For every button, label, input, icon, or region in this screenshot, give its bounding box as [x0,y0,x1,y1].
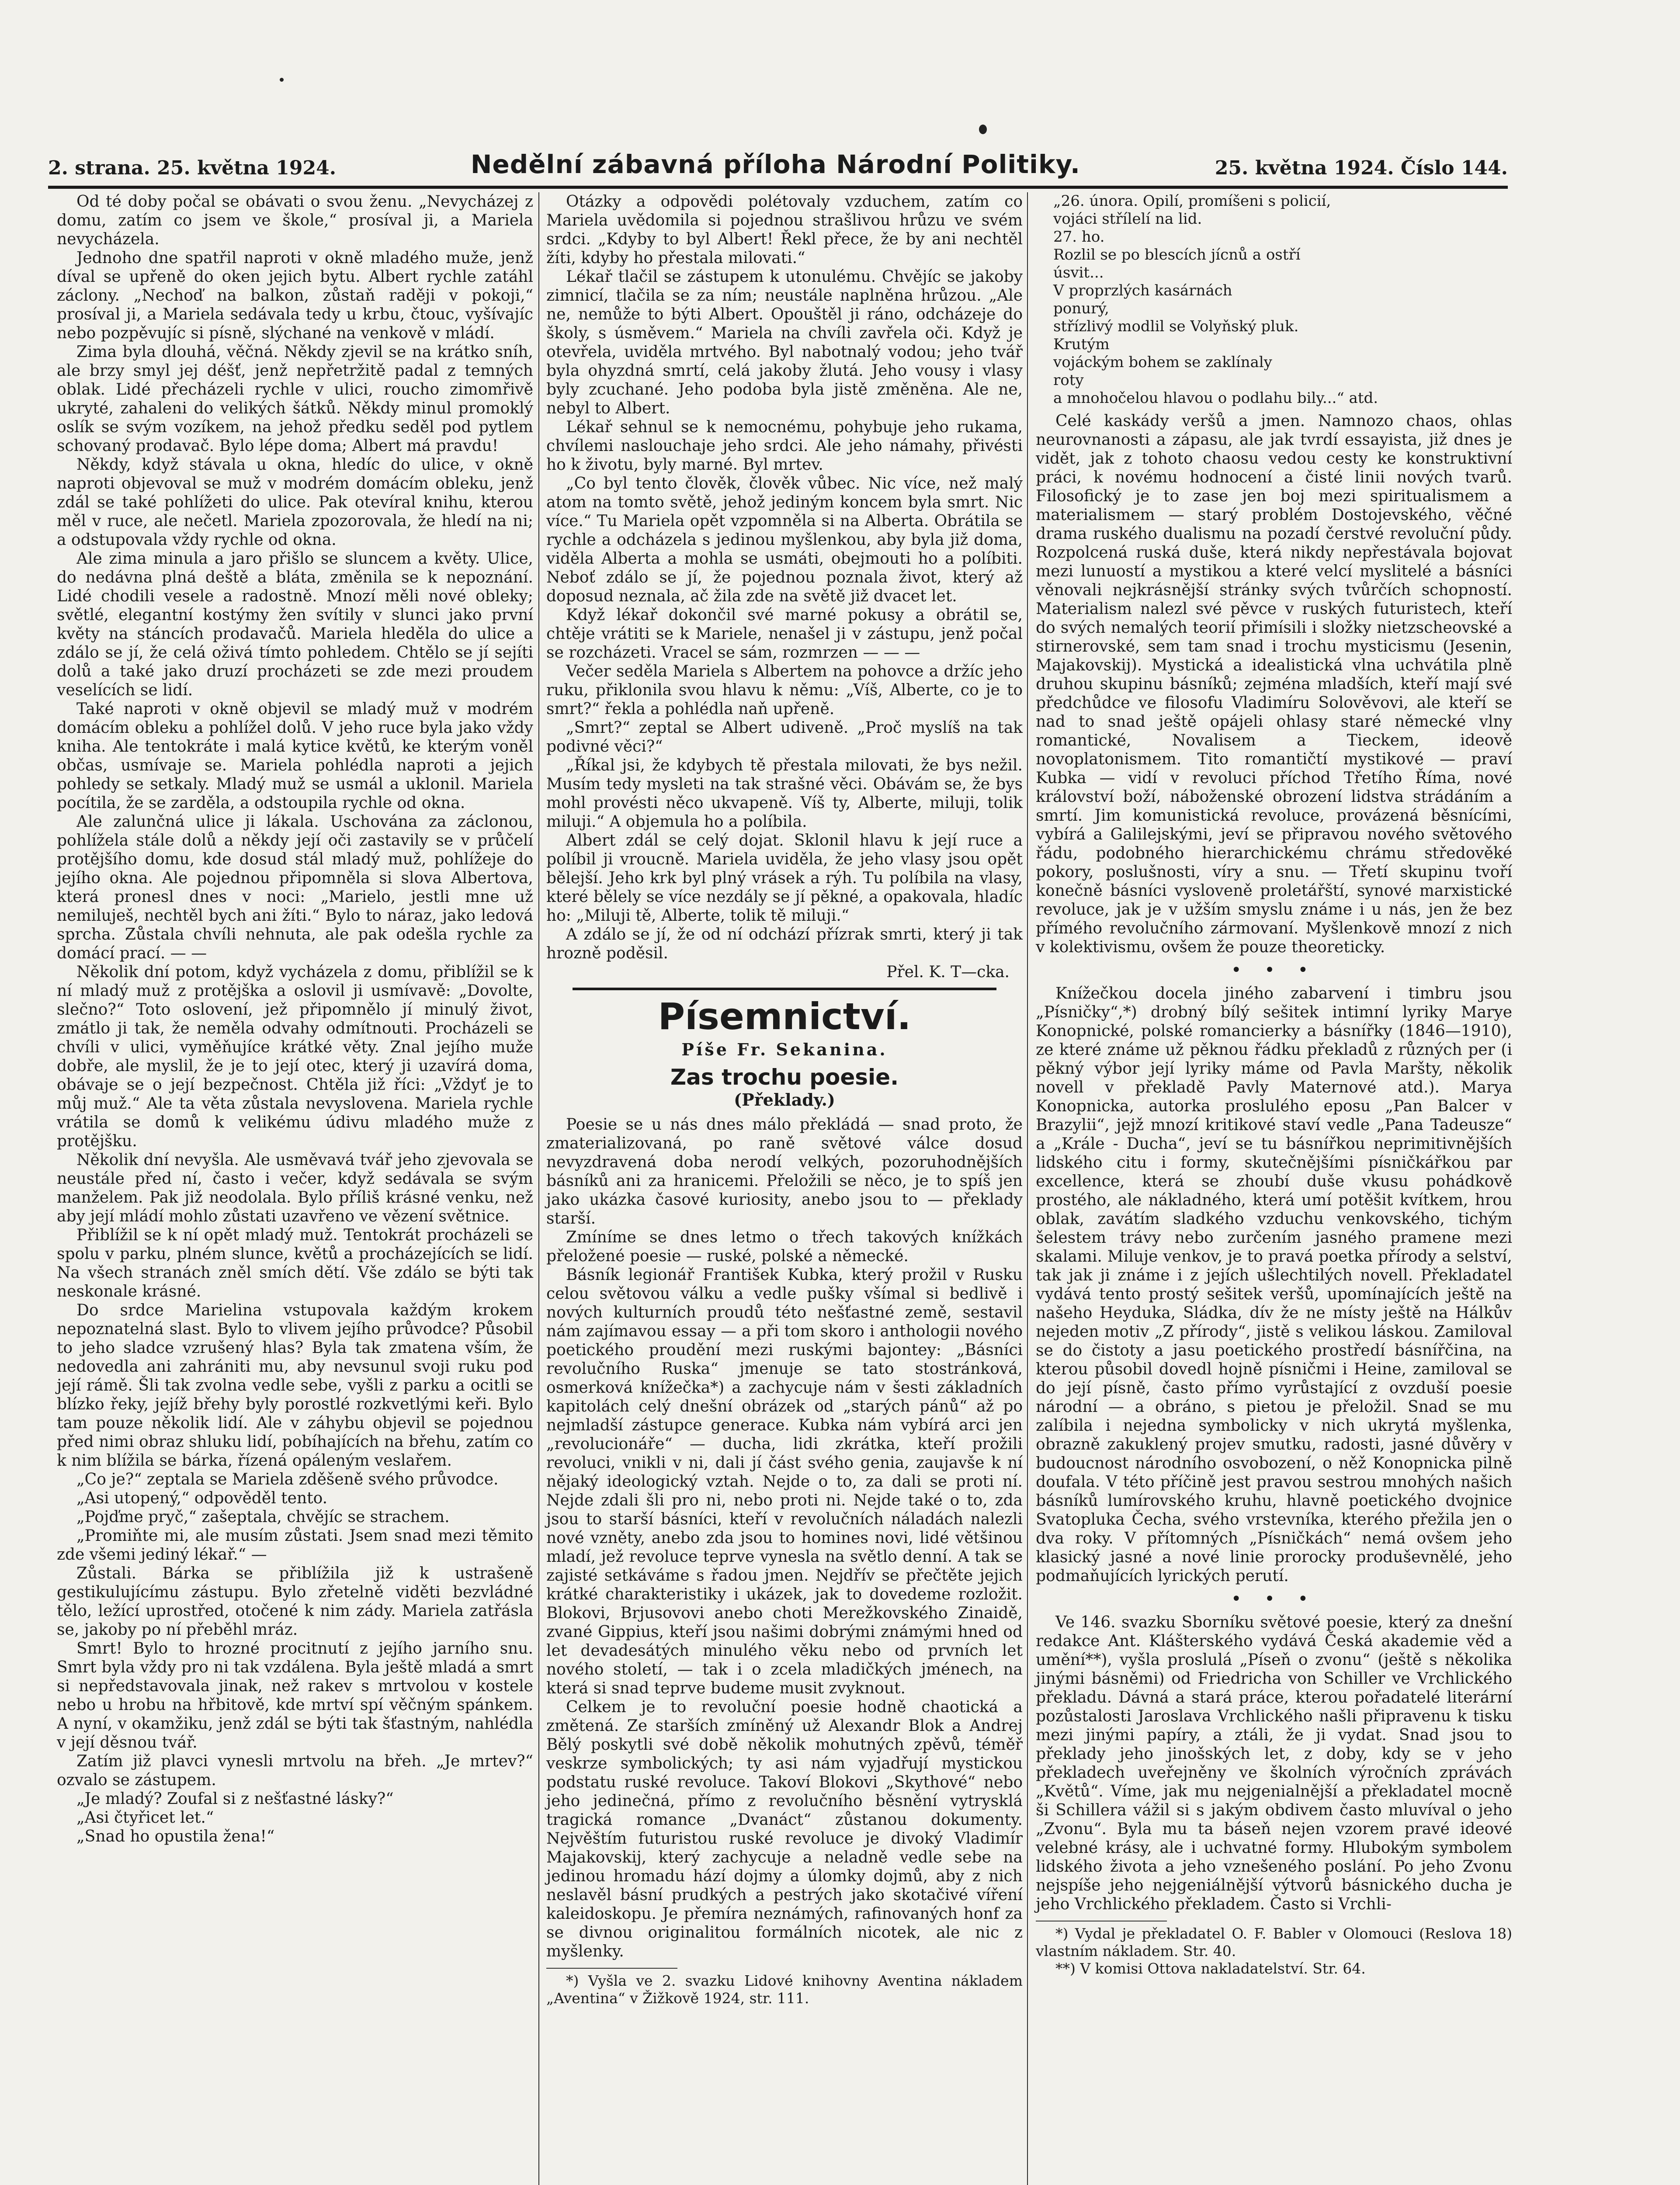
paragraph: „Je mladý? Zoufal si z nešťastné lásky?“ [76,1790,394,1808]
paragraph: „Smrt?“ zeptal se Albert udiveně. „Proč myslíš na tak podivné věci?“ [546,719,1023,756]
article-subtitle: (Překlady.) [734,1090,835,1110]
paragraph: Když lékař dokončil své marné pokusy a obrátil se, chtěje vrátiti se k Mariele, nenašel ji v zástupu, jenž počal se rozcházeti. Vracel se sám, rozmrzen — — — [546,606,1023,662]
section-title: Písemnictví. [658,995,911,1038]
section-separator: • • • [1231,960,1317,980]
paragraph: Lékař sehnul se k nemocnému, pohybuje jeho rukama, chvílemi naslouchaje jeho srdci. Ale jeho námahy, přivésti ho k životu, byly marné. Byl mrtev. [546,418,1023,474]
column-2 [546,192,1023,2007]
paragraph: Ale zima minula a jaro přišlo se sluncem a květy. Ulice, do nedávna plná deště a bláta, změnila se k nepoznání. Lidé chodili vesele a radostně. Mnozí měli nové obleky; světlé, elegantní kostýmy žen svítily v slunci jako první květy na stáncích prodavačů. Mariela hleděla do ulice a zdálo se jí, že celá oživá tímto pohledem. Chtělo se jí sejíti dolů a také jako druzí procházeti se zde mezi proudem veselících se lidí. [57,550,533,699]
paragraph: „Promiňte mi, ale musím zůstati. Jsem snad mezi těmito zde všemi jediný lékař.“ — [57,1527,533,1564]
article-body [546,1115,1023,1961]
paragraph: Několik dní potom, když vycházela z domu, přiblížil se k ní mladý muž z protějška a oslovil ji usmívavě: „Dovolte, slečno?“ Toto oslovení, jež připomnělo jí minulý život, zmátlo ji tak, že neměla odvahy odmítnouti. Procházeli se chvíli v ulici, vyměňujíce krátké věty. Znal jejího muže dobře, ale myslil, že je to její otec, který ji uzavírá doma, obávaje se o její bezpečnost. Chtěla již říci: „Vždyť je to můj muž.“ Ale ta věta zůstala nevyslovena. Mariela rychle vrátila se domů k velikému údivu mladého muže z protějšku. [57,963,533,1150]
column-divider [1027,192,1028,2185]
paragraph: Celkem je to revoluční poesie hodně chaotická a změtená. Ze starších zmíněný už Alexandr Blok a Andrej Bělý poskytli své době několik mohutných zpěvů, téměř veskrze symbolických; ty asi nám vyjadřují mystickou podstatu ruské revoluce. Takoví Blokovi „Skythové“ nebo jeho jedinečná, přímo z revolučního běsnění vytrysklá tragická romance „Dvanáct“ zůstanou dokumenty. Nejvěštím futuristou ruské revoluce je divoký Vladimír Majakovskij, který zachycuje a neladně vedle sebe na jedinou hromadu hází dojmy a úlomky dojmů, aby z nich neslavěl básní prudkých a pestrých jako skotačivé víření kaleidoskopu. Je přemíra neznámých, rafinovaných honf za se divnou originalitou formálních nicotek, ale nic z myšlenky. [546,1698,1023,1960]
scan-speck [280,78,284,82]
section-rule [573,988,996,990]
poem-line: ponurý, [1053,300,1109,317]
column-3 [1036,192,1512,1977]
footnote-rule [546,1968,677,1969]
footnote: **) V komisi Ottova nakladatelství. Str. 64. [1055,1960,1366,1977]
article-body-continued [1036,412,1512,1914]
paragraph: Večer seděla Mariela s Albertem na pohovce a držíc jeho ruku, přiklonila svou hlavu k němu: „Víš, Alberte, co je to smrt?“ řekla a pohlédla naň upřeně. [546,662,1023,718]
paragraph: „Asi utopený,“ odpověděl tento. [76,1489,328,1507]
paragraph: „Asi čtyřicet let.“ [76,1809,214,1827]
paragraph: „Co byl tento člověk, člověk vůbec. Nic více, než malý atom na tomto světě, jehož jediným koncem byla smrt. Nic více.“ Tu Mariela opět vzpomněla si na Alberta. Obrátila se rychle a odcházela s jedinou myšlenkou, aby byla již doma, viděla Alberta a mohla se usmáti, obejmouti ho a políbiti. Neboť zdálo se jí, že pojednou poznala život, který až doposud neznala, ač žila zde na světě již dvacet let. [546,475,1023,605]
article-title: Zas trochu poesie. [670,1065,899,1090]
section-author: Píše Fr. Sekanina. [681,1040,888,1059]
poem-line: Krutým [1053,336,1110,353]
footnote: *) Vyšla ve 2. svazku Lidové knihovny Aventina nákladem „Aventina“ v Žižkově 1924, str. 111. [546,1972,1023,2007]
paragraph: „Co je?“ zeptala se Mariela zděšeně svého průvodce. [76,1471,499,1488]
poem-line: úsvit... [1053,264,1104,281]
paragraph: Zima byla dlouhá, věčná. Někdy zjevil se na krátko sníh, ale brzy smyl jej déšť, jenž nepřetržitě padal z temných oblak. Lidé přecházeli rychle v ulici, roucho zimomřivě ukryté, zahaleni do velikých šátků. Někdy minul promoklý oslík se svým vozíkem, na jehož předku seděl pod pytlem schovaný prodavač. Bylo lépe doma; Albert má pravdu! [57,343,533,455]
paragraph: Jednoho dne spatřil naproti v okně mladého muže, jenž díval se upřeně do oken jejich bytu. Albert rychle zatáhl záclony. „Nechoď na balkon, zůstaň raději v pokoji,“ prosíval ji, a Mariela sedávala tedy u krbu, čtouc, vyšívajíc nebo pozpěvujíc si písně, slýchané na venkově v mládí. [57,249,533,342]
header-issue: 25. května 1924. Číslo 144. [1215,157,1508,179]
paragraph: Několik dní nevyšla. Ale usměvavá tvář jeho zjevovala se neustále před ní, často i večer, když sedávala se svým manželem. Pak již neodolala. Bylo příliš krásné venku, než aby její mládí mohlo zůstati uzavřeno ve vězení světnice. [57,1151,533,1225]
paragraph: Otázky a odpovědi polétovaly vzduchem, zatím co Mariela uvědomila si pojednou strašlivou hrůzu ve svém srdci. „Kdyby to byl Albert! Řekl přece, že by ani nechtěl žíti, kdyby ho přestala milovati.“ [546,193,1023,267]
paragraph: Básník legionář František Kubka, který prožil v Rusku celou světovou válku a vedle pušky všímal si bedlivě i nových kulturních proudů této nešťastné země, sestavil nám zajímavou essay — a při tom skoro i anthologii nového poetického proudění mezi ruskými bajontey: „Básníci revolučního Ruska“ jmenuje se tato stostránková, osmerková knížečka*) a zachycuje nám v šesti základních kapitolách celý dnešní obrázek od „starých pánů“ až po nejmladší zástupce generace. Kubka nám vybírá arci jen „revolucionáře“ — ducha, lidi zkrátka, kteří prožili revoluci, vnikli v ni, dali jí část svého genia, zaujavše k ní nějaký ideologický vztah. Nejde o to, za dali se proti ní. Nejde zdali šli pro ni, nebo proti ni. Nejde také o to, zda jsou to starší básníci, kteří v revolučních náladách nalezli nové vzněty, anebo zda jsou to homines novi, lidé většinou mladí, jež revoluce teprve vynesla na světlo denní. A tak se zajisté setkáváme s řadou jmen. Nejdřív se přečtěte jejich krátké charakteristiky i ukázek, jak to dovedeme rozložit. Blokovi, Brjusovovi anebo choti Merežkovského Zinaidě, zvané Gippius, kteří jsou našimi dobrými známými hned od let devadesátých minulého věku nebo od prvních let nového století, — tak i o zcela mladičkých jménech, na která si snad teprve budeme musit zvyknout. [546,1266,1023,1697]
section-separator: • • • [1231,1589,1317,1609]
poem-line: 27. ho. [1053,228,1105,246]
paragraph: Někdy, když stávala u okna, hledíc do ulice, v okně naproti objevoval se muž v modrém domácím obleku, jenž zdál se také pohlížeti do ulice. Pak otevíral knihu, kterou měl v ruce, ale nečetl. Mariela zpozorovala, že hledí na ni; a odstupovala vždy rychle od okna. [57,456,533,549]
poem-excerpt [1053,192,1512,407]
paragraph: „Snad ho opustila žena!“ [76,1828,275,1845]
header-masthead: Nedělní zábavná příloha Národní Politiky. [470,149,1080,179]
column-divider [538,192,539,2185]
footnote: *) Vydal je překladatel O. F. Babler v Olomouci (Reslova 18) vlastním nákladem. Str. 40. [1036,1925,1512,1960]
paragraph: Albert zdál se celý dojat. Sklonil hlavu k její ruce a políbil ji vroucně. Mariela uviděla, že jeho vlasy jsou opět bělejší. Jeho krk byl plný vrásek a rýh. Tu políbila na vlasy, které bělely se více nezdály se jí pěkné, a opakovala, hladíc ho: „Miluji tě, Alberte, tolik tě miluji.“ [546,832,1023,925]
paragraph: Zatím již plavci vynesli mrtvolu na břeh. „Je mrtev?“ ozvalo se zástupem. [57,1752,533,1789]
paragraph: Poesie se u nás dnes málo překládá — snad proto, že zmaterializovaná, po raně světové válce dosud nevyzdravená doba nerodí velkých, pozoruhodnějších básníků ani za hranicemi. Přeložili se něco, je to spíš jen jako ukázka časové kuriosity, anebo jsou to — překlady starší. [546,1116,1023,1228]
paragraph: Ve 146. svazku Sborníku světové poesie, který za dnešní redakce Ant. Klášterského vydává Česká akademie věd a umění**), vyšla proslulá „Píseň o zvonu“ (ještě s několika jinými básněmi) od Friedricha von Schiller ve Vrchlického překladu. Dávná a stará práce, kterou pořadatelé literární pozůstalosti Jaroslava Vrchlického našli připravenu k tisku mezi jinými papíry, a ztáli, že ji vydat. Snad jsou to překlady jeho jinošských let, z doby, kdy se v jeho překladech uveřejněny ve školních výročních zprávách „Květů“. Víme, jak mu nejgenialnější a překladatel mocně ši Schillera vážil si s jakým obdivem často mluvíval o jeho „Zvonu“. Byla mu ta báseň nejen vzorem pravé ideové velebné krásy, ale i uchvatné formy. Hlubokým symbolem lidského života a jeho vznešeného poslání. Po jeho Zvonu nejspíše jeho nejgeniálnější výtvorů básnického ducha je jeho Vrchlického překladem. Často si Vrchli- [1036,1613,1512,1913]
paragraph: Ale zalunčná ulice ji lákala. Uschována za záclonou, pohlížela stále dolů a někdy její oči zastavily se v průčelí protějšího domu, kde dosud stál mladý muž, pohlížeje do jejího okna. Ale pojednou připomněla si slova Albertova, která pronesl dnes v noci: „Marielo, jestli mne už nemiluješ, nechtěl bych ani žíti.“ Bylo to náraz, jako ledová sprcha. Zůstala chvíli nehnuta, ale pak odešla rychle za domácí prací. — — [57,813,533,962]
paragraph: Od té doby počal se obávati o svou ženu. „Nevycházej z domu, zatím co jsem ve škole,“ prosíval ji, a Mariela nevycházela. [57,193,533,248]
story-end [546,192,1023,963]
paragraph: Knížečkou docela jiného zabarvení i timbru jsou „Písničky“,*) drobný bílý sešitek intimní lyriky Marye Konopnické, polské romancierky a básnířky (1846—1910), ze které známe už pěknou řádku překladů z různých per (i pěkný výbor její lyriky máme od Pavla Maršty, několik novell v překladě Pavly Maternové atd.). Marya Konopnicka, autorka proslulého eposu „Pan Balcer v Brazylii“, jejž mnozí kritikové staví vedle „Pana Tadeusze“ a „Krále - Ducha“, jeví se tu básnířkou neprimitivnějších lidského citu i formy, skutečnějšími písničkářkou par excellence, která se zhoubí duše vkusu pohádkově prostého, ale nákladného, která umí potěšit kvítkem, hrou oblak, zavátím sladkého vzduchu venkovského, tichým šelestem trávy nebo zurčením jasného pramene mezi skalami. Miluje venkov, je to pravá poetka přírody a selství, tak jak ji známe i z jejích ušlechtilých novell. Překladatel vydává tento prostý sešitek veršů, upomínajících ještě na našeho Heyduka, Sládka, dív že ne místy ještě na Hálkův nejeden motiv „Z přírody“, jistě s velikou láskou. Zamiloval se do čistoty a jasu poetického prostředí básnířčina, na kterou působil dovedl hojně písničmi i Heine, zamiloval se do její písně, často přímo vyrůstající z ovzduší poesie národní — a obráno, s pietou je přeložil. Snad se mu zalíbila i nejedna symbolicky v nich ukrytá myšlenka, obrazně zakuklený projev smutku, radosti, jasné důvěry v budoucnost národního osvobození, o něž Konopnicka pilně doufala. V této příčině jest pravou sestrou mnohých našich básníků lumírovského kruhu, hlavně poetického dvojnice Svatopluka Čecha, svého vrstevníka, kterého přežila jen o dva roky. V přítomných „Písničkách“ nemá ovšem jeho klasický jasné a nové linie prorocky produševnělé, jeho podmaňujících lyrických perutí. [1036,985,1512,1585]
poem-line: vojáckým bohem se zaklínaly [1053,354,1272,371]
poem-line: a mnohočelou hlavou o podlahu bily...“ atd. [1053,389,1378,407]
paragraph: Přiblížil se k ní opět mladý muž. Tentokrát procházeli se spolu v parku, plném slunce, květů a procházejících se lidí. Na všech stranách zněl smích dětí. Vše zdálo se býti tak neskonale krásné. [57,1226,533,1301]
paragraph: Také naproti v okně objevil se mladý muž v modrém domácím obleku a pohlížel dolů. V jeho ruce byla jako vždy kniha. Ale tentokráte i malá kytice květů, ke kterým voněl občas, usmívaje se. Mariela pohlédla naproti a jejich pohledy se setkaly. Mladý muž se usmál a uklonil. Mariela pocítila, že se zarděla, a odstoupila rychle od okna. [57,700,533,812]
poem-line: Rozlil se po blescích jícnů a ostří [1053,246,1301,264]
column-1 [57,192,533,1846]
header-date-page: 2. strana. 25. května 1924. [48,157,337,179]
paragraph: „Říkal jsi, že kdybych tě přestala milovati, že bys nežil. Musím tedy mysleti na tak strašné věci. Obávám se, že bys mohl provésti něco ukvapeně. Víš ty, Alberte, miluji, tolik miluji.“ A objemula ho a políbila. [546,756,1023,831]
paragraph: Do srdce Marielina vstupovala každým krokem nepoznatelná slast. Bylo to vlivem jejího průvodce? Působil to jeho sladce vzrušený hlas? Byla tak zmatena vším, že nedovedla ani zahrániti mu, aby nevsunul svoji ruku pod její rámě. Šli tak zvolna vedle sebe, vyšli z parku a ocitli se blízko řeky, jejíž břehy byly porostlé rozkvetlými keři. Bylo tam pouze několik lidí. Ale v záhybu objevil se pojednou před nimi obraz shluku lidí, pobíhajících na břehu, zatím co k nim blížila se bárka, řízená opáleným veslařem. [57,1301,533,1470]
poem-line: V proprzlých kasárnách [1053,282,1232,299]
paragraph: A zdálo se jí, že od ní odchází přízrak smrti, který ji tak hrozně poděsil. [546,926,1023,962]
paragraph: Lékař tlačil se zástupem k utonulému. Chvějíc se jakoby zimnicí, tlačila se za ním; neustále naplněna hrůzou. „Ale ne, nemůže to býti Albert. Opouštěl ji ráno, odcházeje do školy, s úsměvem.“ Mariela na chvíli zavřela oči. Když je otevřela, uviděla mrtvého. Byl nabotnalý vodou; jeho tvář byla ohyzdná smrtí, celá jakoby žlutá. Jeho vousy i vlasy byly zcuchané. Jeho podoba byla jistě změněna. Ale ne, nebyl to Albert. [546,268,1023,417]
paragraph: Zůstali. Bárka se přiblížila již k ustrašeně gestikulujícímu zástupu. Bylo zřetelně viděti bezvládné tělo, ležící uprostřed, otočené k nim zády. Mariela zatřásla se, jakoby po ní přeběhl mráz. [57,1564,533,1639]
scan-speck [979,125,987,134]
paragraph: „Pojďme pryč,“ zašeptala, chvějíc se strachem. [76,1508,450,1526]
poem-line: „26. února. Opilí, promíšeni s policií, [1053,192,1331,210]
header-rule [48,186,1508,189]
page-header [48,149,1508,179]
poem-line: vojáci střílelí na lid. [1053,210,1202,228]
footnotes [1036,1925,1512,1977]
poem-line: střízlivý modlil se Volyňský pluk. [1053,318,1299,335]
paragraph: Zmíníme se dnes letmo o třech takových knížkách přeložené poesie — ruské, polské a německé. [546,1228,1023,1265]
poem-line: roty [1053,371,1084,389]
translator-signature: Přel. K. T—cka. [886,963,1010,981]
paragraph: Smrt! Bylo to hrozné procitnutí z jejího jarního snu. Smrt byla vždy pro ni tak vzdálena. Byla ještě mladá a smrt si nepředstavovala jinak, než rakev s mrtvolou v kostele nebo u hrobu na hřbitově, kde mrtví spí věčným spánkem. A nyní, v okamžiku, jenž zdál se býti tak šťastným, nahlédla v její děsnou tvář. [57,1640,533,1751]
paragraph: Celé kaskády veršů a jmen. Namnozo chaos, ohlas neurovnanosti a zápasu, ale jak tvrdí essayista, již dnes je vidět, jak z tohoto chaosu vedou cesty ke konstruktivní práci, k novému hodnocení a čisté linii nových tvarů. Filosofický je to zase jen boj mezi spiritualismem a materialismem — starý problém Dostojevského, věčné drama ruského dualismu na pozadí čerstvé revoluční půdy. Rozpolcená ruská duše, která nikdy nepřestávala bojovat mezi lunuostí a mystikou a které velcí myslitelé a básníci věnovali nejkrásnější stránky svých tvůrčích schopností. Materialism nalezl své pěvce v ruských futuristech, kteří do svých nemalých teorií přimísili i složky nietzscheovské a stirnerovské, sem tam snad i trochu mysticismu (Jesenin, Majakovskij). Mystická a idealistická vlna uchvátila plně druhou skupinu básníků; zejména mladších, kteří mají své předchůdce ve filosofu Vladimíru Solověvovi, ale kteří se nad to snad ještě opájeli ohlasy staré německé vlny romantické, Novalisem a Tieckem, ideově novoplatonismem. Tito romantičtí mystikové — praví Kubka — vidí v revoluci příchod Třetího Říma, nové království boží, náboženské obrození lidstva strádáním a smrtí. Jim komunistická revoluce, provázená běsnícími, vybírá a Galilejskými, jeví se připravou nového světového řádu, podobného hierarchickému chrámu středověké pokory, poslušnosti, víry a snu. — Třetí skupinu tvoří konečně básníci vysloveně proletářští, synové marxistické revoluce, jak je v užším smyslu známe i u nás, jen že bez přímého revolučního zármovaní. Myšlenkově mnozí z nich v kolektivismu, ovšem že pouze theoreticky. [1036,412,1512,956]
